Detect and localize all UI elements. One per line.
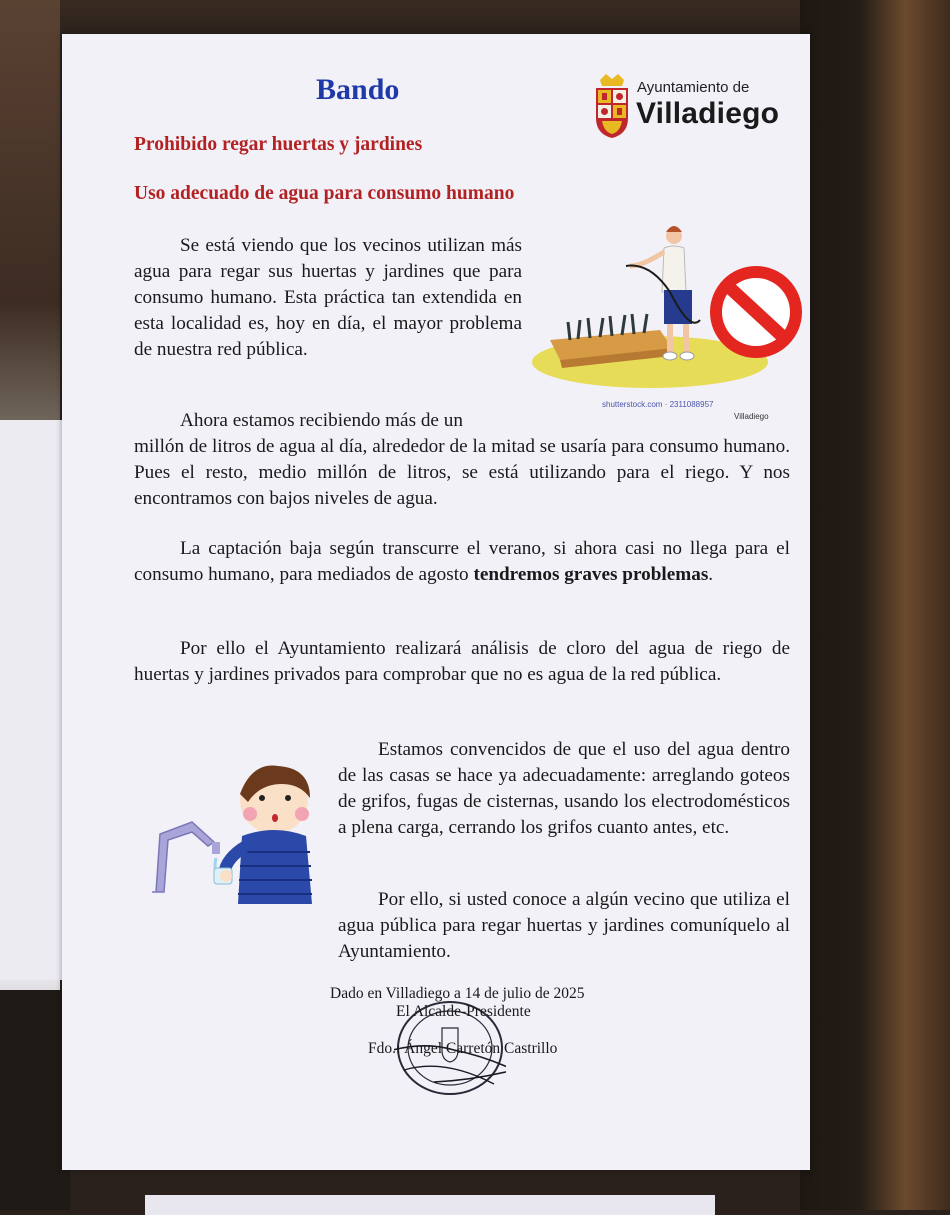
signature-name-line: Fdo.: Ángel Carretón Castrillo xyxy=(368,1040,558,1057)
paragraph-6: Por ello, si usted conoce a algún vecino que utiliza el agua pública para regar huertas y jardines comuníquelo al Ayuntamiento. xyxy=(338,889,790,962)
signature-date-line: Dado en Villadiego a 14 de julio de 2025 xyxy=(330,985,585,1002)
paragraph-2-start: Ahora estamos recibiendo más de un xyxy=(180,410,463,431)
paragraph-5: Estamos convencidos de que el uso del agua dentro de las casas se hace ya adecuadamente: arreglando goteos de grifos, fugas de cisternas, usando los electrodomésticos a plena carga, cerrando los grifos cuanto antes, etc. xyxy=(338,739,790,838)
paragraph-4: Por ello el Ayuntamiento realizará análisis de cloro del agua de riego de huertas y jardines privados para comprobar que no es agua de la red pública. xyxy=(134,638,790,685)
illustration-watermark: shutterstock.com · 2311088957 xyxy=(602,400,714,409)
paragraph-3-end: . xyxy=(708,564,714,585)
paragraph-3-text: La captación baja según transcurre el verano, si ahora casi no llega para el consumo humano, para mediados de agosto xyxy=(134,538,790,585)
boy-faucet-illustration xyxy=(142,762,322,912)
paragraph-3 xyxy=(134,536,790,588)
notice-subtitle-usage: Uso adecuado de agua para consumo humano xyxy=(134,183,515,204)
ayuntamiento-logo xyxy=(592,72,792,138)
logo-line2: Villadiego xyxy=(636,97,780,130)
signature-title-line: El Alcalde-Presidente xyxy=(396,1003,531,1020)
illustration-mini-logo: Villadiego xyxy=(734,412,769,421)
paragraph-2: millón de litros de agua al día, alrededor de la mitad se usaría para consumo humano. Pues el resto, medio millón de litros, se está utilizando para el riego. Y nos encontramos con bajos niveles de agua. xyxy=(134,436,790,509)
background-wall-right xyxy=(800,0,950,1210)
paragraph-1: Se está viendo que los vecinos utilizan más agua para regar sus huertas y jardines que para consumo humano. Esta práctica tan extendida en esta localidad es, hoy en día, el mayor problema de nuestra red pública. xyxy=(134,235,522,360)
paragraph-3-bold: tendremos graves problemas xyxy=(473,564,709,585)
bottom-paper-strip xyxy=(145,1195,715,1215)
notice-title: Bando xyxy=(316,73,400,106)
watering-man-prohibited-illustration xyxy=(530,222,812,392)
villadiego-coat-of-arms-icon xyxy=(592,74,632,138)
notice-subtitle-prohibition: Prohibido regar huertas y jardines xyxy=(134,134,423,155)
logo-line1: Ayuntamiento de xyxy=(637,79,750,96)
background-wall-bottom-left xyxy=(0,990,70,1210)
